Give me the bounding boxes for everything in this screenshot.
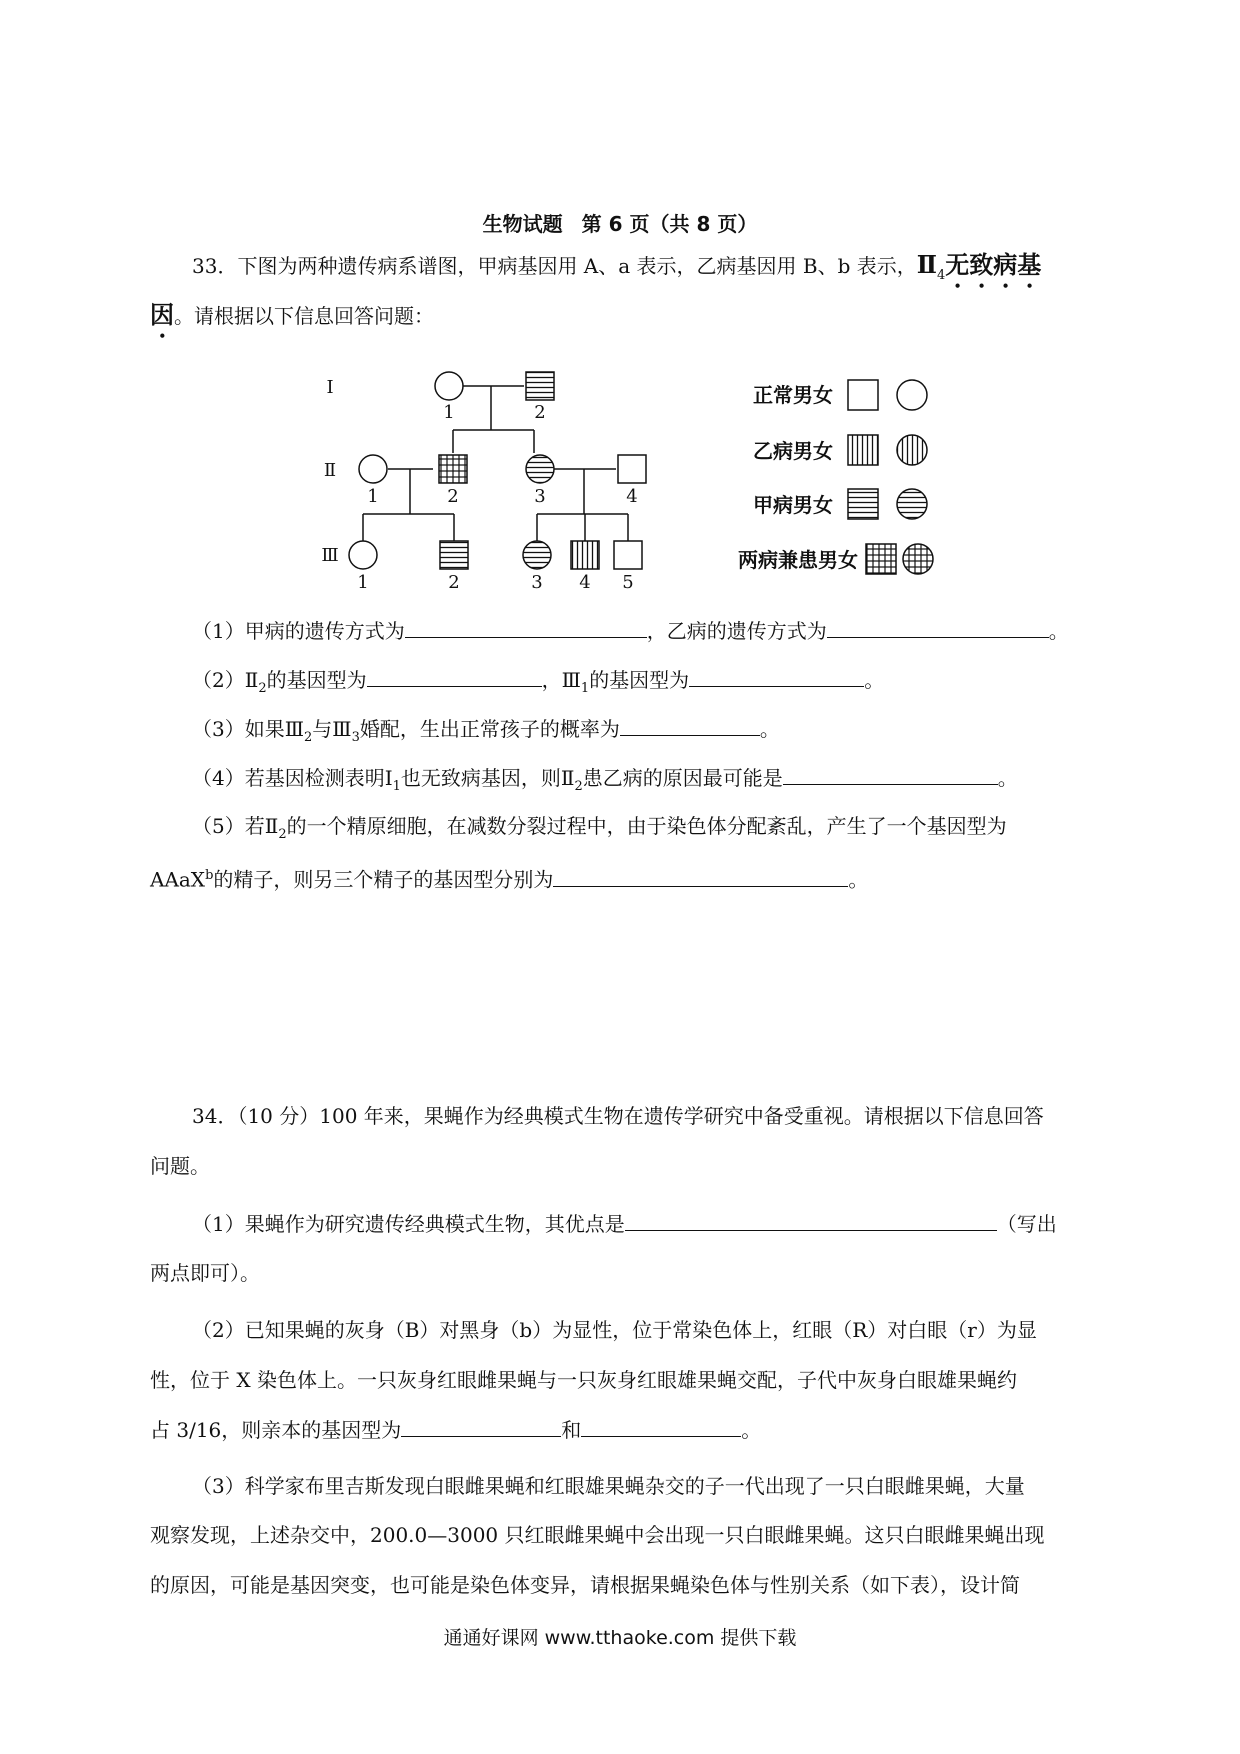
legend-both-label: 两病兼患男女 — [738, 548, 858, 572]
ind-num: 3 — [531, 572, 543, 593]
generation-III-label: Ⅲ — [321, 545, 339, 566]
pedigree-figure — [0, 0, 1240, 620]
II1-normal-female — [359, 455, 387, 483]
answer-blank[interactable] — [625, 1210, 997, 1231]
answer-blank[interactable] — [405, 617, 647, 638]
pedigree-lines — [363, 386, 628, 541]
ind-num: 3 — [534, 486, 546, 507]
q34-part3-line3: 的原因，可能是基因突变，也可能是染色体变异，请根据果蝇染色体与性别关系（如下表），设计简 — [150, 1573, 1020, 1597]
q34-part1-line2: 两点即可）。 — [150, 1261, 260, 1285]
answer-blank[interactable] — [689, 666, 864, 687]
III5-normal-male — [614, 541, 642, 569]
q34-part2-line3: 占 3/16，则亲本的基因型为 和 。 — [150, 1418, 762, 1442]
ii4-label: $Ⅱ_4$无致病基 — [916, 250, 1042, 283]
answer-blank[interactable] — [620, 715, 760, 736]
ind-num: 2 — [534, 402, 546, 423]
q33-part3: （3）如果$Ⅲ_2$与$Ⅲ_3$婚配，生出正常孩子的概率为 。 — [192, 717, 780, 745]
legend-normal-male-symbol — [848, 380, 878, 410]
answer-blank[interactable] — [581, 1416, 741, 1437]
legend-both-female-symbol — [903, 544, 933, 574]
ind-num: 1 — [357, 572, 369, 593]
q34-intro-line1: 34．（10 分）100 年来，果蝇作为经典模式生物在遗传学研究中备受重视。请根据以下信息回答 — [192, 1104, 1044, 1128]
q34-part2-line2: 性，位于 X 染色体上。一只灰身红眼雌果蝇与一只灰身红眼雄果蝇交配，子代中灰身白眼雄果蝇约 — [150, 1368, 1017, 1392]
answer-blank[interactable] — [553, 866, 848, 887]
legend-normal-female-symbol — [897, 380, 927, 410]
generation-I-label: Ⅰ — [326, 377, 334, 398]
ind-num: 4 — [626, 486, 638, 507]
II2-both-male — [439, 455, 467, 483]
pedigree-legend — [738, 380, 933, 574]
legend-normal-label: 正常男女 — [753, 383, 833, 407]
legend-both-male-symbol — [866, 544, 896, 574]
header-page: 第 6 页（共 8 页） — [581, 212, 758, 236]
q33-part2: $(2)Ⅱ_2$的基因型为 ，$Ⅲ_1$的基因型为 。 — [192, 668, 885, 696]
I2-jia-male — [526, 372, 554, 400]
III4-yi-male — [571, 541, 599, 569]
header-title: 生物试题 — [482, 212, 563, 236]
answer-blank[interactable] — [783, 764, 998, 785]
q34-part3-line2: 观察发现，上述杂交中，200.0—3000 只红眼雌果蝇中会出现一只白眼雌果蝇。这只白眼雌果蝇出现 — [150, 1523, 1045, 1547]
q33-part1: （1）甲病的遗传方式为 ，乙病的遗传方式为 。 — [192, 619, 1069, 643]
legend-jia-label: 甲病男女 — [753, 493, 833, 517]
answer-blank[interactable] — [827, 617, 1049, 638]
II3-jia-female — [526, 455, 554, 483]
III2-jia-male — [440, 541, 468, 569]
q34-intro-line2: 问题。 — [150, 1154, 210, 1178]
q34-part3-line1: （3）科学家布里吉斯发现白眼雌果蝇和红眼雄果蝇杂交的子一代出现了一只白眼雌果蝇，大量 — [192, 1474, 1025, 1498]
III1-normal-female — [349, 541, 377, 569]
page-footer: 通通好课网 www.tthaoke.com 提供下载 — [443, 1627, 797, 1649]
q33-intro-line1: 33．下图为两种遗传病系谱图，甲病基因用 A、a 表示，乙病基因用 B、b 表示，$Ⅱ_4$无致病基 — [192, 250, 1042, 283]
q33-intro-line2: 因。请根据以下信息回答问题： — [150, 300, 434, 329]
legend-jia-male-symbol — [848, 489, 878, 519]
legend-yi-label: 乙病男女 — [753, 439, 833, 463]
q33-part5-line2: AAaX$^b$的精子，则另三个精子的基因型分别为 。 — [150, 867, 869, 892]
generation-II-label: Ⅱ — [323, 460, 337, 481]
ind-num: 1 — [443, 402, 455, 423]
ind-num: 1 — [367, 486, 379, 507]
answer-blank[interactable] — [401, 1416, 561, 1437]
II4-normal-male — [618, 455, 646, 483]
q33-part5-line1: （5）若$Ⅱ_2$的一个精原细胞，在减数分裂过程中，由于染色体分配紊乱，产生了一个基因型为 — [192, 814, 1007, 842]
ind-num: 4 — [579, 572, 591, 593]
answer-blank[interactable] — [367, 666, 542, 687]
ind-num: 5 — [622, 572, 634, 593]
ind-num: 2 — [447, 486, 459, 507]
legend-jia-female-symbol — [897, 489, 927, 519]
legend-yi-male-symbol — [848, 435, 878, 465]
legend-yi-female-symbol — [897, 435, 927, 465]
ind-num: 2 — [448, 572, 460, 593]
q34-part1-line1: （1）果蝇作为研究遗传经典模式生物，其优点是 （写出 — [192, 1212, 1057, 1236]
III3-jia-female — [523, 541, 551, 569]
q33-part4: （4）若基因检测表明$Ⅰ_1$也无致病基因，则$Ⅱ_2$患乙病的原因最可能是 。 — [192, 766, 1018, 794]
I1-normal-female — [435, 372, 463, 400]
q34-part2-line1: （2）已知果蝇的灰身（B）对黑身（b）为显性，位于常染色体上，红眼（R）对白眼（r）为显 — [192, 1318, 1037, 1342]
